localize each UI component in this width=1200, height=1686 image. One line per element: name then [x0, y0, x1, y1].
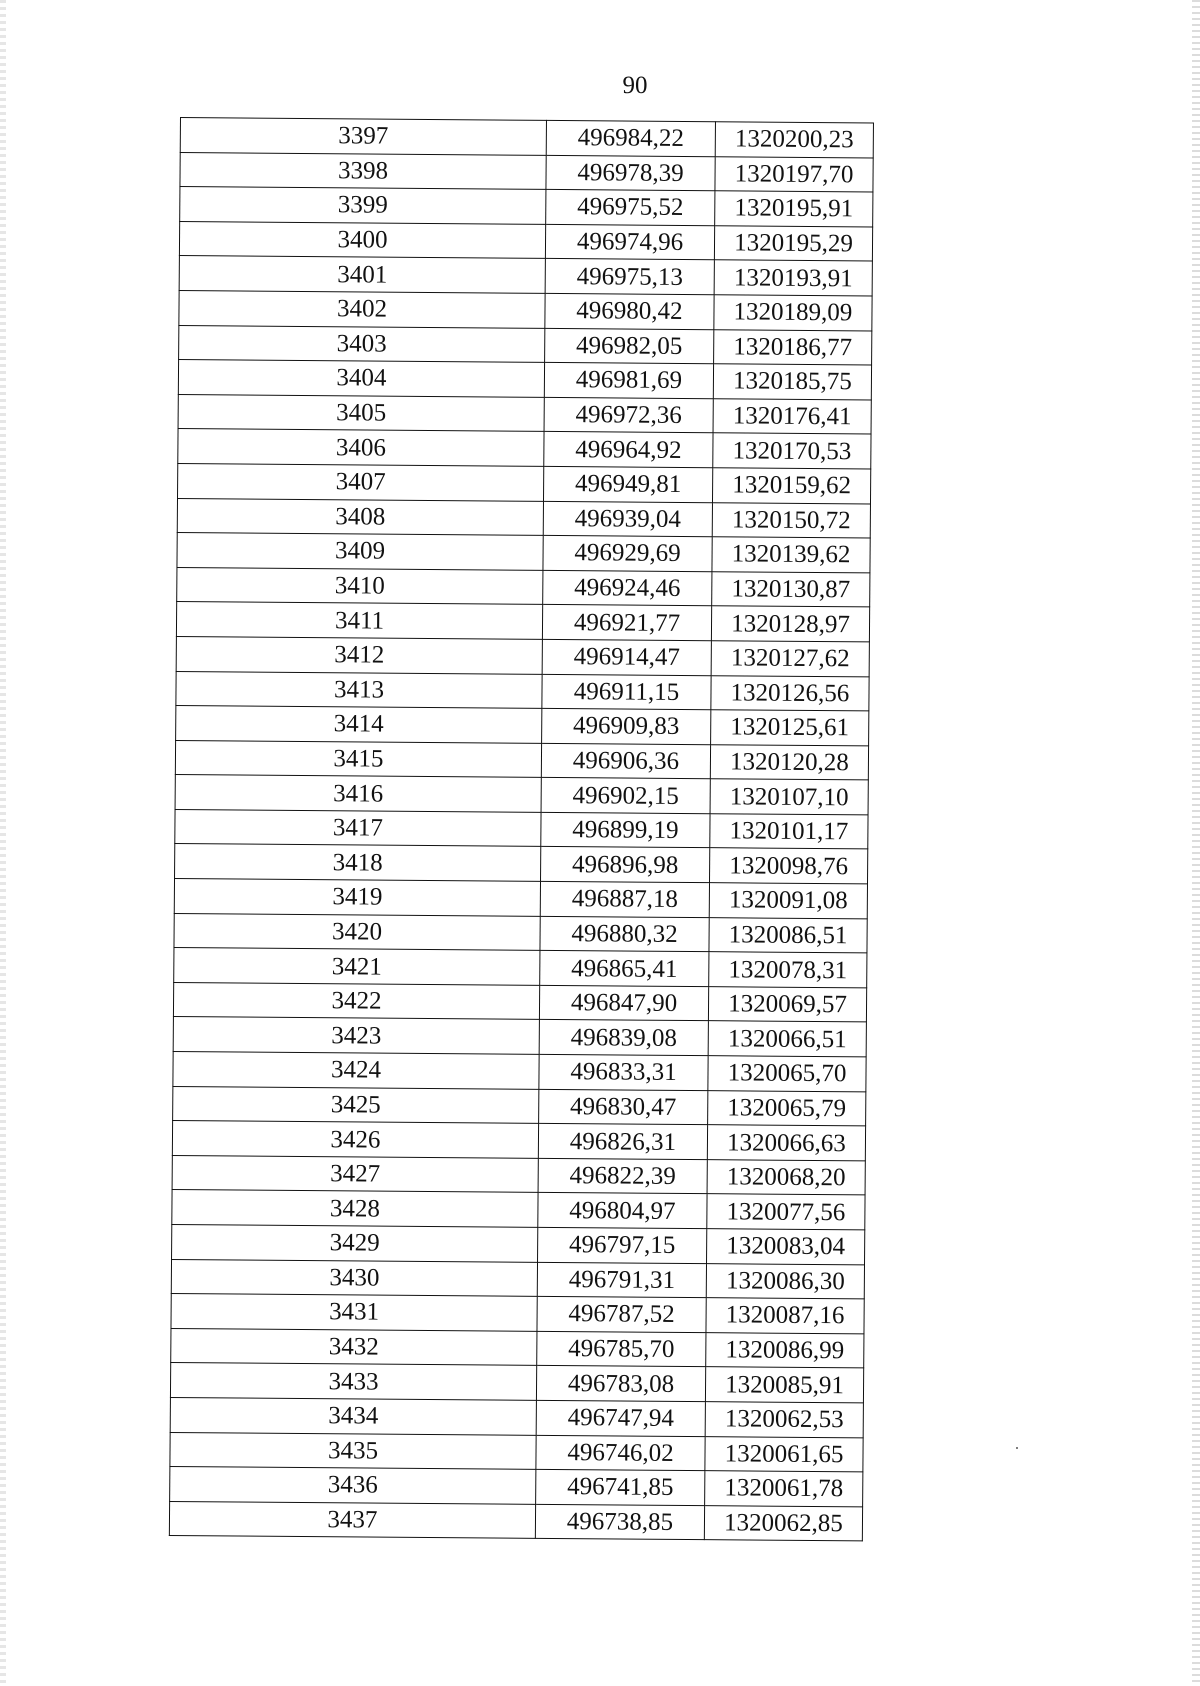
y-coordinate-cell: 1320061,78 [705, 1471, 863, 1507]
table-row [173, 982, 866, 1022]
x-coordinate-cell: 496909,83 [542, 708, 711, 744]
x-coordinate-cell: 496887,18 [540, 881, 709, 917]
y-coordinate-cell: 1320066,51 [708, 1021, 866, 1057]
x-coordinate-cell: 496833,31 [539, 1054, 708, 1090]
x-coordinate-cell: 496914,47 [542, 639, 711, 675]
table-row [177, 567, 870, 607]
point-number-cell: 3402 [179, 290, 545, 327]
point-number-cell: 3432 [171, 1328, 537, 1365]
y-coordinate-cell: 1320159,62 [712, 468, 870, 504]
point-number-cell: 3408 [177, 498, 543, 535]
table-row [172, 1190, 865, 1230]
table-row [179, 290, 872, 330]
y-coordinate-cell: 1320087,16 [706, 1298, 864, 1334]
x-coordinate-cell: 496964,92 [544, 432, 713, 468]
point-number-cell: 3436 [170, 1467, 536, 1504]
point-number-cell: 3409 [177, 533, 543, 570]
point-number-cell: 3422 [173, 982, 539, 1019]
point-number-cell: 3429 [172, 1224, 538, 1261]
x-coordinate-cell: 496747,94 [536, 1400, 705, 1436]
table-row [171, 1294, 864, 1334]
point-number-cell: 3404 [178, 360, 544, 397]
y-coordinate-cell: 1320170,53 [713, 433, 871, 469]
point-number-cell: 3407 [178, 463, 544, 500]
point-number-cell: 3416 [175, 775, 541, 812]
x-coordinate-cell: 496921,77 [542, 605, 711, 641]
y-coordinate-cell: 1320065,79 [708, 1090, 866, 1126]
scan-speck [1016, 1447, 1018, 1449]
y-coordinate-cell: 1320150,72 [712, 502, 870, 538]
coordinates-table [169, 117, 874, 1542]
x-coordinate-cell: 496785,70 [537, 1331, 706, 1367]
table-row [179, 221, 872, 261]
y-coordinate-cell: 1320186,77 [714, 329, 872, 365]
y-coordinate-cell: 1320139,62 [712, 537, 870, 573]
x-coordinate-cell: 496783,08 [536, 1366, 705, 1402]
x-coordinate-cell: 496902,15 [541, 778, 710, 814]
y-coordinate-cell: 1320086,99 [706, 1332, 864, 1368]
y-coordinate-cell: 1320069,57 [708, 987, 866, 1023]
table-row [171, 1328, 864, 1368]
table-row [180, 187, 873, 227]
y-coordinate-cell: 1320195,91 [715, 191, 873, 227]
point-number-cell: 3401 [179, 256, 545, 293]
table-row [173, 1086, 866, 1126]
x-coordinate-cell: 496906,36 [541, 743, 710, 779]
x-coordinate-cell: 496929,69 [543, 535, 712, 571]
table-row [178, 394, 871, 434]
x-coordinate-cell: 496975,52 [546, 190, 715, 226]
y-coordinate-cell: 1320120,28 [710, 744, 868, 780]
y-coordinate-cell: 1320062,53 [705, 1402, 863, 1438]
table-row [179, 325, 872, 365]
table-row [170, 1467, 863, 1507]
y-coordinate-cell: 1320189,09 [714, 295, 872, 331]
table-row [173, 1052, 866, 1092]
table-row [172, 1121, 865, 1161]
point-number-cell: 3398 [180, 152, 546, 189]
y-coordinate-cell: 1320086,51 [709, 917, 867, 953]
point-number-cell: 3420 [174, 913, 540, 950]
y-coordinate-cell: 1320086,30 [706, 1263, 864, 1299]
point-number-cell: 3403 [179, 325, 545, 362]
point-number-cell: 3417 [175, 809, 541, 846]
x-coordinate-cell: 496975,13 [545, 259, 714, 295]
table-row [176, 602, 869, 642]
table-row [180, 118, 873, 158]
table-row [175, 775, 868, 815]
x-coordinate-cell: 496984,22 [546, 120, 715, 156]
point-number-cell: 3419 [174, 879, 540, 916]
x-coordinate-cell: 496826,31 [538, 1124, 707, 1160]
x-coordinate-cell: 496738,85 [535, 1504, 704, 1540]
table-row [175, 844, 868, 884]
table-row [170, 1432, 863, 1472]
x-coordinate-cell: 496981,69 [544, 363, 713, 399]
table-row [170, 1397, 863, 1437]
y-coordinate-cell: 1320101,17 [710, 814, 868, 850]
y-coordinate-cell: 1320078,31 [709, 952, 867, 988]
point-number-cell: 3433 [170, 1363, 536, 1400]
table-row [177, 498, 870, 538]
point-number-cell: 3399 [180, 187, 546, 224]
point-number-cell: 3400 [179, 221, 545, 258]
x-coordinate-cell: 496791,31 [537, 1262, 706, 1298]
y-coordinate-cell: 1320107,10 [710, 779, 868, 815]
y-coordinate-cell: 1320085,91 [705, 1367, 863, 1403]
y-coordinate-cell: 1320077,56 [707, 1194, 865, 1230]
x-coordinate-cell: 496972,36 [544, 397, 713, 433]
table-row [178, 360, 871, 400]
x-coordinate-cell: 496787,52 [537, 1297, 706, 1333]
y-coordinate-cell: 1320127,62 [711, 641, 869, 677]
x-coordinate-cell: 496804,97 [538, 1193, 707, 1229]
table-row [172, 1155, 865, 1195]
page-number: 90 [622, 72, 648, 99]
point-number-cell: 3412 [176, 636, 542, 673]
y-coordinate-cell: 1320128,97 [711, 606, 869, 642]
point-number-cell: 3425 [173, 1086, 539, 1123]
y-coordinate-cell: 1320061,65 [705, 1436, 863, 1472]
point-number-cell: 3411 [176, 602, 542, 639]
point-number-cell: 3410 [177, 567, 543, 604]
coordinates-table-body [169, 118, 873, 1542]
scan-edge-left [0, 0, 6, 1686]
y-coordinate-cell: 1320125,61 [711, 710, 869, 746]
point-number-cell: 3418 [175, 844, 541, 881]
y-coordinate-cell: 1320185,75 [713, 364, 871, 400]
point-number-cell: 3397 [180, 118, 546, 155]
x-coordinate-cell: 496822,39 [538, 1158, 707, 1194]
x-coordinate-cell: 496880,32 [540, 916, 709, 952]
point-number-cell: 3430 [171, 1259, 537, 1296]
table-row [174, 913, 867, 953]
y-coordinate-cell: 1320193,91 [714, 260, 872, 296]
y-coordinate-cell: 1320098,76 [710, 848, 868, 884]
table-row [169, 1501, 862, 1541]
x-coordinate-cell: 496896,98 [541, 847, 710, 883]
point-number-cell: 3426 [172, 1121, 538, 1158]
table-row [175, 809, 868, 849]
y-coordinate-cell: 1320200,23 [715, 122, 873, 158]
x-coordinate-cell: 496982,05 [545, 328, 714, 364]
y-coordinate-cell: 1320065,70 [708, 1056, 866, 1092]
table-row [170, 1363, 863, 1403]
point-number-cell: 3434 [170, 1397, 536, 1434]
table-row [178, 429, 871, 469]
x-coordinate-cell: 496980,42 [545, 293, 714, 329]
x-coordinate-cell: 496949,81 [543, 466, 712, 502]
x-coordinate-cell: 496746,02 [536, 1435, 705, 1471]
x-coordinate-cell: 496865,41 [540, 951, 709, 987]
y-coordinate-cell: 1320197,70 [715, 156, 873, 192]
table-row [173, 1017, 866, 1057]
y-coordinate-cell: 1320195,29 [714, 225, 872, 261]
y-coordinate-cell: 1320126,56 [711, 675, 869, 711]
x-coordinate-cell: 496978,39 [546, 155, 715, 191]
x-coordinate-cell: 496847,90 [539, 985, 708, 1021]
x-coordinate-cell: 496741,85 [536, 1469, 705, 1505]
table-row [174, 948, 867, 988]
point-number-cell: 3406 [178, 429, 544, 466]
y-coordinate-cell: 1320068,20 [707, 1159, 865, 1195]
x-coordinate-cell: 496974,96 [545, 224, 714, 260]
point-number-cell: 3437 [169, 1501, 535, 1538]
point-number-cell: 3423 [173, 1017, 539, 1054]
y-coordinate-cell: 1320091,08 [709, 883, 867, 919]
point-number-cell: 3421 [174, 948, 540, 985]
table-row [179, 256, 872, 296]
table-row [178, 463, 871, 503]
x-coordinate-cell: 496839,08 [539, 1020, 708, 1056]
table-row [174, 879, 867, 919]
point-number-cell: 3431 [171, 1294, 537, 1331]
x-coordinate-cell: 496911,15 [542, 674, 711, 710]
point-number-cell: 3414 [176, 706, 542, 743]
y-coordinate-cell: 1320083,04 [707, 1229, 865, 1265]
table-row [180, 152, 873, 192]
x-coordinate-cell: 496830,47 [539, 1089, 708, 1125]
point-number-cell: 3415 [175, 740, 541, 777]
x-coordinate-cell: 496939,04 [543, 501, 712, 537]
point-number-cell: 3428 [172, 1190, 538, 1227]
point-number-cell: 3427 [172, 1155, 538, 1192]
table-row [176, 636, 869, 676]
x-coordinate-cell: 496899,19 [541, 812, 710, 848]
point-number-cell: 3424 [173, 1052, 539, 1089]
table-row [175, 740, 868, 780]
y-coordinate-cell: 1320066,63 [707, 1125, 865, 1161]
table-row [176, 671, 869, 711]
table-row [177, 533, 870, 573]
y-coordinate-cell: 1320062,85 [704, 1505, 862, 1541]
table-row [176, 706, 869, 746]
y-coordinate-cell: 1320176,41 [713, 398, 871, 434]
y-coordinate-cell: 1320130,87 [712, 571, 870, 607]
point-number-cell: 3435 [170, 1432, 536, 1469]
table-row [172, 1224, 865, 1264]
x-coordinate-cell: 496924,46 [543, 570, 712, 606]
point-number-cell: 3405 [178, 394, 544, 431]
table-row [171, 1259, 864, 1299]
point-number-cell: 3413 [176, 671, 542, 708]
scan-edge-right [1192, 0, 1200, 1686]
x-coordinate-cell: 496797,15 [538, 1227, 707, 1263]
